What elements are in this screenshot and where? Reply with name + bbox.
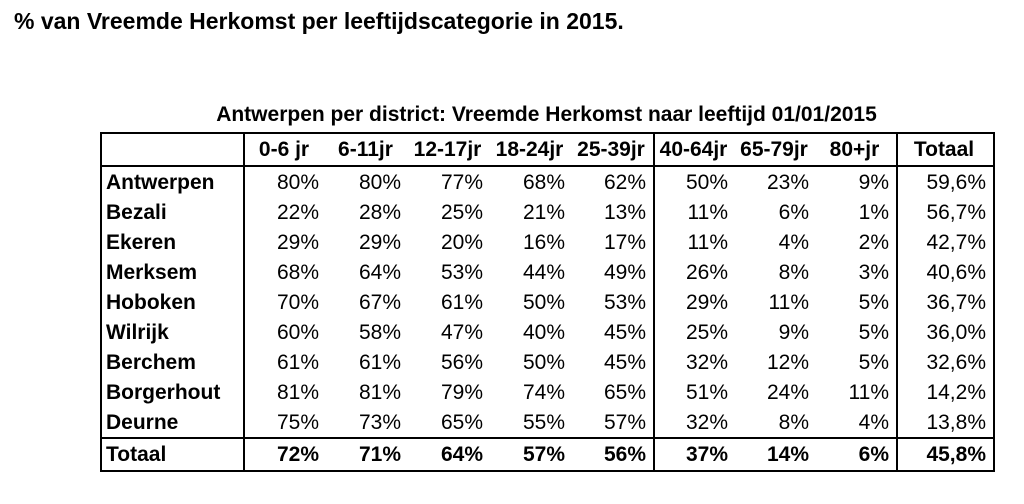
header-row [101,133,994,166]
data-cell: 53% [572,287,654,317]
data-cell: 50% [685,170,728,194]
data-cell: 24% [766,380,809,404]
data-cell: 25% [685,320,728,344]
total-row-label: Totaal [101,438,244,471]
row-label: Wilrijk [101,317,244,347]
data-cell: 2% [816,227,897,257]
data-cell: 60% [276,320,319,344]
header-cell: 12-17jr [408,133,490,166]
data-cell: 3% [816,257,897,287]
data-cell: 79% [440,380,483,404]
data-cell: 36,7% [926,290,986,314]
data-cell: 80% [358,170,401,194]
data-cell: 23% [766,170,809,194]
data-cell: 50% [522,290,565,314]
header-cell: 25-39jr [572,133,654,166]
data-cell: 5% [816,347,897,377]
table-header [101,133,994,166]
header-cell: Totaal [897,133,994,166]
data-cell: 16% [522,230,565,254]
data-cell: 29% [358,230,401,254]
table-row [101,227,994,257]
table-row [101,377,994,407]
table-section [100,102,993,472]
data-cell: 45% [572,317,654,347]
data-cell: 29% [276,230,319,254]
data-cell: 6% [816,438,897,471]
data-cell: 28% [358,200,401,224]
data-cell: 6% [778,200,809,224]
table-row [101,197,994,227]
data-cell: 32% [685,410,728,434]
data-cell: 26% [685,260,728,284]
data-cell: 57% [490,438,572,471]
data-cell: 67% [358,290,401,314]
data-table [100,132,995,472]
table-row [101,347,994,377]
data-cell: 68% [276,260,319,284]
data-cell: 51% [685,380,728,404]
data-cell: 29% [685,290,728,314]
data-cell: 13% [572,197,654,227]
row-label: Antwerpen [101,166,244,197]
data-cell: 32,6% [926,350,986,374]
data-cell: 12% [766,350,809,374]
data-cell: 25% [440,200,483,224]
data-cell: 14% [735,438,816,471]
header-cell: 6-11jr [326,133,408,166]
total-row [101,438,994,471]
data-cell: 64% [408,438,490,471]
data-cell: 22% [276,200,319,224]
data-cell: 4% [778,230,809,254]
data-cell: 45% [572,347,654,377]
header-cell: 65-79jr [735,133,816,166]
data-cell: 71% [326,438,408,471]
data-cell: 36,0% [926,320,986,344]
data-cell: 68% [522,170,565,194]
data-cell: 32% [685,350,728,374]
header-cell: 18-24jr [490,133,572,166]
table-row [101,257,994,287]
data-cell: 45,8% [897,438,994,471]
data-cell: 61% [276,350,319,374]
data-cell: 40% [522,320,565,344]
data-cell: 56% [440,350,483,374]
data-cell: 59,6% [926,170,986,194]
data-cell: 5% [816,287,897,317]
data-cell: 5% [816,317,897,347]
header-cell: 80+jr [816,133,897,166]
data-cell: 49% [572,257,654,287]
row-label: Berchem [101,347,244,377]
data-cell: 14,2% [926,380,986,404]
data-cell: 13,8% [926,410,986,434]
data-cell: 55% [522,410,565,434]
data-cell: 81% [358,380,401,404]
data-cell: 9% [816,166,897,197]
data-cell: 64% [358,260,401,284]
data-cell: 56% [572,438,654,471]
data-cell: 53% [440,260,483,284]
header-cell: 0-6 jr [244,133,326,166]
data-cell: 70% [276,290,319,314]
data-cell: 58% [358,320,401,344]
header-cell: 40-64jr [654,133,735,166]
table-row [101,407,994,438]
data-cell: 56,7% [926,200,986,224]
data-cell: 62% [572,166,654,197]
data-cell: 20% [440,230,483,254]
row-label: Hoboken [101,287,244,317]
data-cell: 9% [778,320,809,344]
row-label: Bezali [101,197,244,227]
row-label: Borgerhout [101,377,244,407]
data-cell: 81% [276,380,319,404]
table-row [101,287,994,317]
data-cell: 11% [816,377,897,407]
data-cell: 65% [572,377,654,407]
data-cell: 61% [440,290,483,314]
table-row [101,166,994,197]
data-cell: 21% [522,200,565,224]
data-cell: 57% [572,407,654,438]
data-cell: 77% [440,170,483,194]
data-cell: 11% [687,200,728,224]
data-cell: 72% [244,438,326,471]
row-label: Merksem [101,257,244,287]
table-row [101,317,994,347]
data-cell: 8% [778,410,809,434]
header-cell-empty [101,133,244,166]
data-cell: 44% [522,260,565,284]
table-body [101,166,994,471]
data-cell: 50% [522,350,565,374]
data-cell: 4% [816,407,897,438]
table-title: Antwerpen per district: Vreemde Herkomst naar leeftijd 01/01/2015 [216,103,877,126]
data-cell: 47% [440,320,483,344]
data-cell: 61% [358,350,401,374]
data-cell: 1% [816,197,897,227]
data-cell: 11% [687,230,728,254]
data-cell: 80% [276,170,319,194]
data-cell: 75% [276,410,319,434]
data-cell: 11% [768,290,809,314]
data-cell: 73% [358,410,401,434]
data-cell: 74% [522,380,565,404]
data-cell: 17% [572,227,654,257]
data-cell: 42,7% [926,230,986,254]
page-title: % van Vreemde Herkomst per leeftijdscategorie in 2015. [14,8,624,34]
data-cell: 65% [440,410,483,434]
row-label: Ekeren [101,227,244,257]
data-cell: 8% [778,260,809,284]
row-label: Deurne [101,407,244,438]
data-cell: 37% [654,438,735,471]
data-cell: 40,6% [926,260,986,284]
